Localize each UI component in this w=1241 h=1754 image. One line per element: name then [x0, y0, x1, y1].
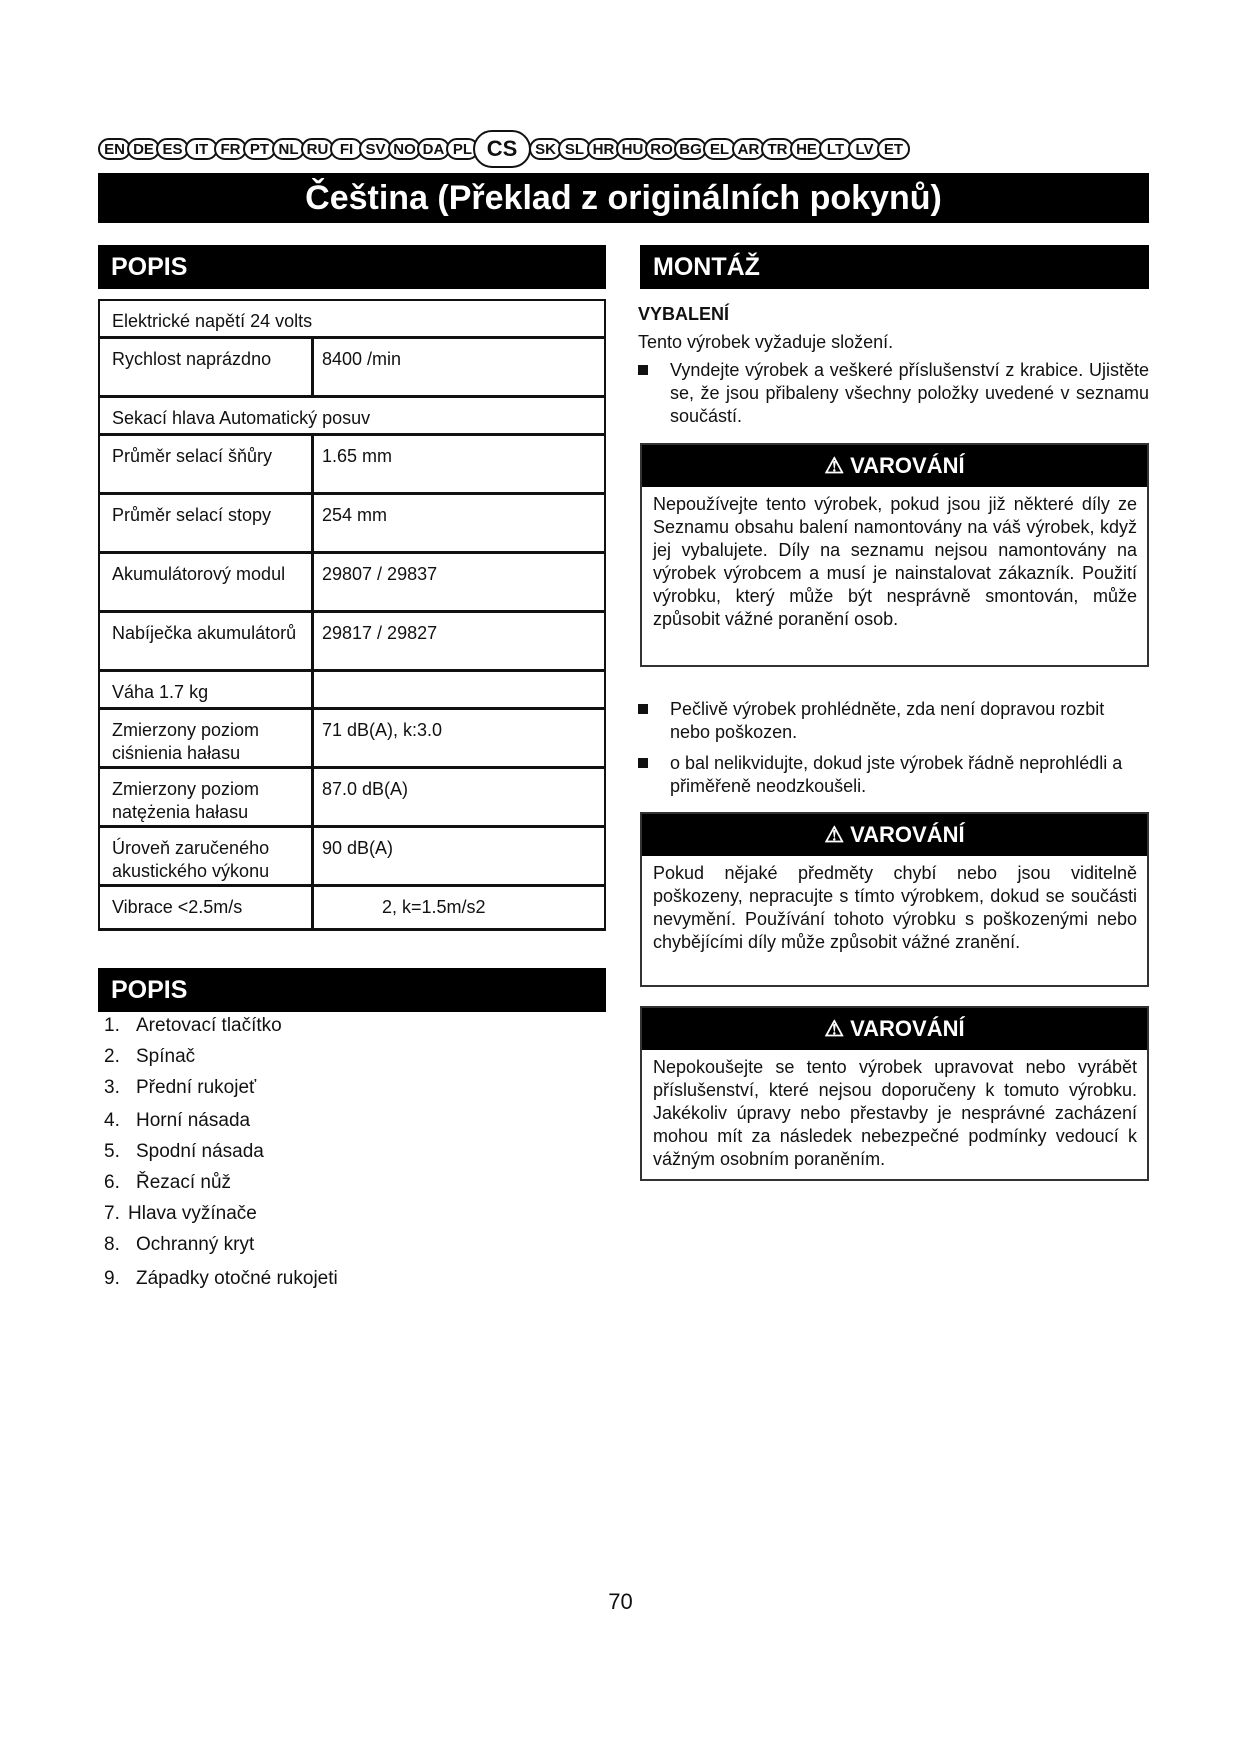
warning-text: Pokud nějaké předměty chybí nebo jsou viditelně poškozeny, nepracujte s tímto výrobkem, dokud se součásti nevymění. Používání tohoto výrobku s poškozenými nebo chybějícími díly může způsobit vážné zranění. [653, 863, 1137, 952]
language-tab-es[interactable]: ES [156, 138, 189, 160]
language-tab-lv[interactable]: LV [848, 138, 881, 160]
spec-label: Vibrace <2.5m/s [112, 897, 243, 917]
page-number: 70 [608, 1589, 633, 1614]
list-number: 7. [104, 1203, 120, 1224]
language-tab-fi[interactable]: FI [330, 138, 363, 160]
spec-row [100, 495, 604, 554]
language-tab-he[interactable]: HE [790, 138, 823, 160]
list-item [104, 1172, 231, 1194]
language-tab-fr[interactable]: FR [214, 138, 247, 160]
list-label: Horní násada [136, 1110, 251, 1131]
spec-value: 87.0 dB(A) [322, 779, 409, 799]
list-label: Přední rukojeť [136, 1077, 257, 1098]
language-tab-et[interactable]: ET [877, 138, 910, 160]
warning-header [642, 445, 1147, 487]
list-number: 4. [104, 1110, 120, 1131]
list-label: Spodní násada [136, 1141, 264, 1162]
spec-value: 90 dB(A) [322, 838, 394, 858]
warning-title: VAROVÁNÍ [850, 1016, 965, 1041]
spec-value: 1.65 mm [322, 446, 393, 466]
language-tab-lt[interactable]: LT [819, 138, 852, 160]
warning-title: VAROVÁNÍ [850, 822, 965, 847]
warning-triangle-icon: ⚠ [824, 1016, 845, 1041]
spec-value: 2, k=1.5m/s2 [382, 897, 486, 917]
list-label: Řezací nůž [136, 1172, 232, 1193]
list-number: 6. [104, 1172, 120, 1193]
bullet-square-icon [638, 758, 648, 768]
warning-text: Nepoužívejte tento výrobek, pokud jsou již některé díly ze Seznamu obsahu balení namontovány na váš výrobek, když jej vybalujete. Díly na seznamu nejsou namontovány na výrobek výrobcem a musí je nainstalovat zákazník. Použití výrobku, který může být nesprávně smontován, může způsobit vážné poranění osob. [653, 494, 1137, 629]
language-tab-ar[interactable]: AR [732, 138, 765, 160]
section-heading-popis-parts: POPIS [98, 968, 606, 1012]
spec-label: Akumulátorový modul [112, 564, 286, 584]
spec-label: Rychlost naprázdno [112, 349, 272, 369]
spec-label: Průměr selací stopy [112, 505, 272, 525]
list-item [104, 1234, 254, 1256]
warning-header [642, 1008, 1147, 1050]
language-tab-it[interactable]: IT [185, 138, 218, 160]
list-item [104, 1268, 338, 1290]
spec-value: 29807 / 29837 [322, 564, 438, 584]
language-tab-sk[interactable]: SK [529, 138, 562, 160]
list-label: Hlava vyžínače [128, 1203, 257, 1224]
language-tab-hr[interactable]: HR [587, 138, 620, 160]
list-number: 5. [104, 1141, 120, 1162]
spec-full: Sekací hlava Automatický posuv [112, 408, 371, 428]
spec-value: 254 mm [322, 505, 388, 525]
language-tab-pt[interactable]: PT [243, 138, 276, 160]
bullet-item [638, 359, 1149, 428]
page-title: Čeština (Překlad z originálních pokynů) [98, 173, 1149, 223]
language-tab-sl[interactable]: SL [558, 138, 591, 160]
bullet-text: Vyndejte výrobek a veškeré příslušenství z krabice. Ujistěte se, že jsou přibaleny všechny položky uvedené v seznamu součástí. [670, 360, 1149, 426]
language-tab-ro[interactable]: RO [645, 138, 678, 160]
list-label: Ochranný kryt [136, 1234, 255, 1255]
list-label: Aretovací tlačítko [136, 1015, 282, 1036]
language-tab-hu[interactable]: HU [616, 138, 649, 160]
section-heading-popis: POPIS [98, 245, 606, 289]
language-tab-el[interactable]: EL [703, 138, 736, 160]
spec-row [100, 613, 604, 672]
list-item [104, 1203, 257, 1225]
list-number: 1. [104, 1015, 120, 1036]
list-label: Západky otočné rukojeti [136, 1268, 338, 1289]
list-number: 3. [104, 1077, 120, 1098]
spec-row [100, 769, 604, 828]
bullet-square-icon [638, 365, 648, 375]
list-item [104, 1110, 250, 1132]
spec-row [100, 301, 604, 339]
spec-row [100, 828, 604, 887]
warning-box [640, 1006, 1149, 1181]
spec-value: 71 dB(A), k:3.0 [322, 720, 443, 740]
language-tab-da[interactable]: DA [417, 138, 450, 160]
spec-label: Nabíječka akumulátorů [112, 623, 297, 643]
bullet-square-icon [638, 704, 648, 714]
warning-triangle-icon: ⚠ [824, 453, 845, 478]
spec-value: 29817 / 29827 [322, 623, 438, 643]
spec-label: Váha 1.7 kg [112, 682, 209, 702]
list-number: 2. [104, 1046, 120, 1067]
list-item [104, 1077, 256, 1099]
list-item [104, 1046, 195, 1068]
bullet-text: o bal nelikvidujte, dokud jste výrobek řádně neprohlédli a přiměřeně neodzkoušeli. [670, 753, 1123, 796]
list-label: Spínač [136, 1046, 196, 1067]
spec-value: 8400 /min [322, 349, 402, 369]
bullet-text: Pečlivě výrobek prohlédněte, zda není dopravou rozbit nebo poškozen. [670, 699, 1105, 742]
spec-row [100, 672, 604, 710]
list-item [104, 1141, 264, 1163]
spec-row [100, 436, 604, 495]
language-tab-en[interactable]: EN [98, 138, 131, 160]
language-tab-pl[interactable]: PL [446, 138, 479, 160]
spec-row [100, 710, 604, 769]
list-number: 9. [104, 1268, 120, 1289]
spec-label: Úroveň zaručeného akustického výkonu [112, 838, 270, 881]
language-tab-cs[interactable]: CS [473, 130, 531, 168]
warning-box [640, 443, 1149, 667]
warning-header [642, 814, 1147, 856]
section-heading-montaz: MONTÁŽ [640, 245, 1149, 289]
list-number: 8. [104, 1234, 120, 1255]
language-tab-de[interactable]: DE [127, 138, 160, 160]
spec-full: Elektrické napětí 24 volts [112, 311, 313, 331]
language-bar [98, 134, 1148, 164]
spec-label: Zmierzony poziom ciśnienia hałasu [112, 720, 260, 763]
language-tab-tr[interactable]: TR [761, 138, 794, 160]
warning-title: VAROVÁNÍ [850, 453, 965, 478]
spec-row [100, 339, 604, 398]
spec-label: Průměr selací šňůry [112, 446, 273, 466]
spec-row [100, 887, 604, 931]
warning-box [640, 812, 1149, 987]
bullet-item [638, 698, 1149, 744]
list-item [104, 1015, 282, 1037]
language-tab-no[interactable]: NO [388, 138, 421, 160]
warning-text: Nepokoušejte se tento výrobek upravovat nebo vyrábět příslušenství, které nejsou doporučeny k tomuto výrobku. Jakékoliv úpravy nebo přestavby je nesprávné zacházení mohou mít za následek nebezpečné podmínky vedoucí k vážným osobním poraněním. [653, 1057, 1137, 1169]
spec-row [100, 554, 604, 613]
language-tab-ru[interactable]: RU [301, 138, 334, 160]
language-tab-sv[interactable]: SV [359, 138, 392, 160]
spec-label: Zmierzony poziom natężenia hałasu [112, 779, 260, 822]
language-tab-bg[interactable]: BG [674, 138, 707, 160]
warning-triangle-icon: ⚠ [824, 822, 845, 847]
subheading-vybaleni: VYBALENÍ [638, 304, 730, 324]
language-tab-nl[interactable]: NL [272, 138, 305, 160]
spec-row [100, 398, 604, 436]
spec-table [98, 299, 606, 931]
intro-text: Tento výrobek vyžaduje složení. [638, 332, 894, 352]
bullet-item [638, 752, 1149, 798]
